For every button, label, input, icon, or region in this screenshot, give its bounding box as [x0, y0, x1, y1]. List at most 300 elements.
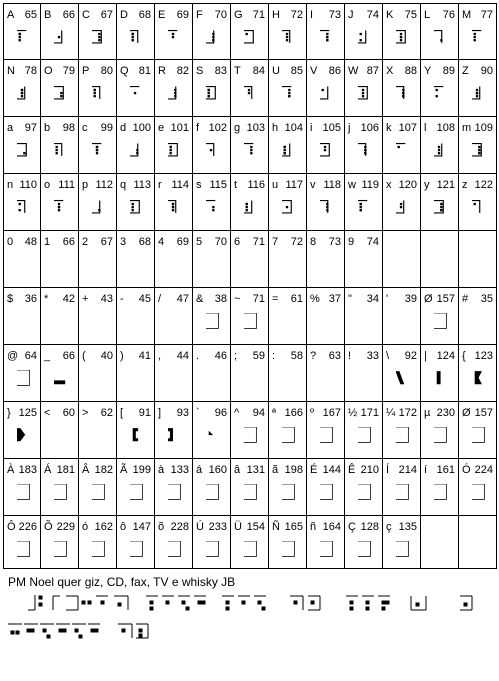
glyph-character: -	[120, 293, 124, 305]
glyph-cell	[79, 345, 117, 402]
glyph-code: 88	[404, 65, 417, 77]
glyph-cell	[79, 3, 117, 60]
glyph-code: 34	[366, 293, 379, 305]
glyph-cell	[41, 516, 79, 569]
glyph-preview-icon	[396, 199, 413, 216]
glyph-preview-icon	[17, 370, 34, 387]
character-map-grid	[3, 3, 497, 569]
glyph-code: 70	[214, 236, 227, 248]
glyph-character: u	[272, 179, 279, 191]
glyph-cell	[231, 117, 269, 174]
glyph-cell	[3, 174, 41, 231]
glyph-cell	[155, 174, 193, 231]
glyph-preview-icon	[472, 142, 489, 159]
glyph-code: 101	[170, 122, 189, 134]
glyph-cell	[117, 231, 155, 288]
glyph-character: C	[82, 9, 90, 21]
glyph-character: H	[272, 9, 280, 21]
glyph-cell	[3, 60, 41, 117]
glyph-cell	[345, 231, 383, 288]
glyph-code: 98	[62, 122, 75, 134]
glyph-preview-icon	[168, 85, 185, 102]
glyph-preview-icon	[358, 313, 375, 330]
glyph-character: O	[44, 65, 53, 77]
glyph-cell	[269, 516, 307, 569]
glyph-cell	[231, 345, 269, 402]
glyph-code: 229	[56, 521, 75, 533]
glyph-code: 39	[404, 293, 417, 305]
glyph-code: 157	[436, 293, 455, 305]
glyph-preview-icon	[17, 142, 34, 159]
glyph-character: Ú	[196, 521, 204, 533]
glyph-character: S	[196, 65, 204, 77]
glyph-preview-icon	[472, 199, 489, 216]
glyph-code: 62	[100, 407, 113, 419]
glyph-cell	[269, 3, 307, 60]
glyph-cell	[307, 174, 345, 231]
glyph-preview-icon	[54, 313, 71, 330]
glyph-character: â	[234, 464, 241, 476]
glyph-code: 76	[442, 9, 455, 21]
glyph-cell	[117, 459, 155, 516]
glyph-character: 0	[7, 236, 14, 248]
sample-glyph-line-2	[8, 621, 498, 641]
glyph-character: =	[272, 293, 279, 305]
glyph-cell	[117, 345, 155, 402]
glyph-cell	[79, 459, 117, 516]
glyph-cell	[307, 117, 345, 174]
glyph-code: 73	[328, 9, 341, 21]
glyph-preview-icon	[434, 142, 451, 159]
glyph-code: 70	[214, 9, 227, 21]
glyph-cell	[383, 402, 421, 459]
glyph-code: 115	[209, 179, 227, 191]
glyph-preview-icon	[168, 541, 185, 558]
glyph-code: 69	[176, 9, 189, 21]
glyph-character: I	[310, 9, 314, 21]
glyph-cell	[41, 174, 79, 231]
glyph-character: 2	[82, 236, 89, 248]
glyph-code: 33	[366, 350, 379, 362]
glyph-code: 228	[170, 521, 189, 533]
glyph-preview-icon	[130, 85, 147, 102]
glyph-cell	[3, 402, 41, 459]
glyph-cell	[307, 459, 345, 516]
glyph-preview-icon	[282, 256, 299, 273]
glyph-cell	[421, 402, 459, 459]
glyph-character: E	[158, 9, 166, 21]
glyph-preview-icon	[17, 427, 34, 444]
glyph-code: 102	[208, 122, 227, 134]
glyph-code: 43	[100, 293, 113, 305]
glyph-character: É	[310, 464, 318, 476]
glyph-cell	[193, 288, 231, 345]
glyph-character: }	[7, 407, 11, 419]
glyph-preview-icon	[17, 29, 34, 46]
glyph-code: 78	[24, 65, 37, 77]
glyph-character: "	[348, 293, 352, 305]
glyph-character: ñ	[310, 521, 317, 533]
glyph-code: 116	[247, 179, 265, 191]
glyph-cell	[307, 345, 345, 402]
glyph-character: Ø	[424, 293, 433, 305]
glyph-code: 124	[436, 350, 455, 362]
glyph-character: _	[44, 350, 51, 362]
glyph-character: `	[196, 407, 200, 419]
glyph-character: d	[120, 122, 127, 134]
glyph-character: n	[7, 179, 14, 191]
glyph-cell	[193, 516, 231, 569]
glyph-code: 36	[24, 293, 37, 305]
glyph-cell	[79, 231, 117, 288]
glyph-character: &	[196, 293, 204, 305]
glyph-cell	[383, 174, 421, 231]
glyph-character: Y	[424, 65, 432, 77]
glyph-character: 6	[234, 236, 241, 248]
glyph-preview-icon	[434, 313, 451, 330]
glyph-preview-icon	[282, 313, 299, 330]
glyph-character: V	[310, 65, 318, 77]
glyph-preview-icon	[54, 85, 71, 102]
glyph-character: K	[386, 9, 394, 21]
glyph-code: 117	[285, 179, 303, 191]
glyph-cell	[307, 231, 345, 288]
glyph-preview-icon	[206, 370, 223, 387]
glyph-preview-icon	[92, 313, 109, 330]
glyph-code: 125	[18, 407, 37, 419]
glyph-cell	[421, 288, 459, 345]
glyph-cell	[155, 288, 193, 345]
glyph-character: ã	[272, 464, 279, 476]
glyph-character: !	[348, 350, 352, 362]
glyph-cell	[421, 231, 459, 288]
glyph-cell	[79, 402, 117, 459]
glyph-cell	[3, 516, 41, 569]
glyph-code: 85	[290, 65, 303, 77]
glyph-character: Ã	[120, 464, 128, 476]
glyph-cell	[307, 402, 345, 459]
glyph-code: 135	[398, 521, 417, 533]
glyph-cell	[41, 345, 79, 402]
glyph-cell	[269, 459, 307, 516]
glyph-preview-icon	[168, 256, 185, 273]
glyph-cell	[345, 174, 383, 231]
glyph-code: 75	[404, 9, 417, 21]
glyph-preview-icon	[206, 541, 223, 558]
glyph-code: 165	[284, 521, 303, 533]
glyph-code: 77	[480, 9, 493, 21]
glyph-cell	[193, 231, 231, 288]
glyph-character: à	[158, 464, 165, 476]
glyph-preview-icon	[54, 427, 71, 444]
glyph-preview-icon	[434, 29, 451, 46]
glyph-preview-icon	[396, 313, 413, 330]
glyph-preview-icon	[206, 142, 223, 159]
glyph-code: 133	[170, 464, 189, 476]
glyph-preview-icon	[396, 484, 413, 501]
glyph-code: 230	[436, 407, 455, 419]
glyph-code: 59	[252, 350, 265, 362]
glyph-preview-icon	[92, 484, 109, 501]
glyph-preview-icon	[320, 256, 337, 273]
glyph-cell	[41, 231, 79, 288]
glyph-character: $	[7, 293, 14, 305]
glyph-character: z	[462, 179, 468, 191]
glyph-character: l	[424, 122, 427, 134]
glyph-cell	[117, 516, 155, 569]
glyph-code: 74	[366, 9, 379, 21]
glyph-preview-icon	[282, 85, 299, 102]
glyph-preview-icon	[244, 370, 261, 387]
glyph-character: F	[196, 9, 203, 21]
glyph-code: 91	[138, 407, 151, 419]
glyph-character: Q	[120, 65, 129, 77]
glyph-character: N	[7, 65, 15, 77]
glyph-cell	[231, 60, 269, 117]
glyph-code: 224	[474, 464, 493, 476]
glyph-code: 119	[361, 179, 379, 191]
glyph-preview-icon	[244, 427, 261, 444]
glyph-code: 97	[24, 122, 37, 134]
glyph-code: 47	[176, 293, 189, 305]
glyph-cell	[383, 3, 421, 60]
glyph-preview-icon	[472, 370, 489, 387]
glyph-code: 74	[366, 236, 379, 248]
glyph-preview-icon	[434, 85, 451, 102]
glyph-preview-icon	[282, 199, 299, 216]
glyph-cell	[269, 60, 307, 117]
glyph-code: 121	[436, 179, 455, 191]
glyph-code: 71	[252, 236, 265, 248]
glyph-cell	[3, 117, 41, 174]
glyph-code: 181	[56, 464, 75, 476]
glyph-character: Ç	[348, 521, 356, 533]
glyph-code: 103	[246, 122, 265, 134]
glyph-cell	[193, 3, 231, 60]
glyph-code: 67	[100, 9, 113, 21]
glyph-cell	[459, 231, 497, 288]
glyph-cell	[231, 516, 269, 569]
glyph-cell	[421, 3, 459, 60]
glyph-preview-icon	[130, 313, 147, 330]
glyph-preview-icon	[130, 370, 147, 387]
glyph-character: x	[386, 179, 392, 191]
glyph-preview-icon	[92, 370, 109, 387]
glyph-preview-icon	[168, 313, 185, 330]
glyph-character: 7	[272, 236, 279, 248]
glyph-cell	[117, 288, 155, 345]
glyph-preview-icon	[358, 484, 375, 501]
glyph-code: 214	[398, 464, 417, 476]
glyph-code: 61	[290, 293, 303, 305]
glyph-cell	[269, 174, 307, 231]
glyph-preview-icon	[206, 427, 223, 444]
glyph-code: 112	[95, 179, 113, 191]
glyph-code: 131	[246, 464, 265, 476]
glyph-code: 67	[100, 236, 113, 248]
glyph-preview-icon	[130, 427, 147, 444]
glyph-code: 66	[62, 350, 75, 362]
glyph-cell	[269, 402, 307, 459]
glyph-cell	[269, 288, 307, 345]
glyph-character: W	[348, 65, 359, 77]
glyph-character: L	[424, 9, 431, 21]
glyph-cell	[155, 3, 193, 60]
glyph-character: Ó	[462, 464, 471, 476]
glyph-code: 79	[62, 65, 75, 77]
glyph-cell	[3, 231, 41, 288]
glyph-cell	[3, 345, 41, 402]
glyph-cell	[345, 459, 383, 516]
glyph-cell	[269, 231, 307, 288]
glyph-cell	[421, 117, 459, 174]
glyph-preview-icon	[434, 427, 451, 444]
glyph-cell	[421, 516, 459, 569]
glyph-character: 9	[348, 236, 355, 248]
glyph-cell	[345, 345, 383, 402]
glyph-code: 172	[398, 407, 417, 419]
glyph-character: a	[7, 122, 14, 134]
glyph-preview-icon	[92, 199, 109, 216]
glyph-code: 37	[328, 293, 341, 305]
glyph-character: q	[120, 179, 127, 191]
glyph-preview-icon	[244, 484, 261, 501]
glyph-preview-icon	[434, 370, 451, 387]
glyph-cell	[459, 60, 497, 117]
glyph-character: w	[348, 179, 356, 191]
glyph-cell	[155, 60, 193, 117]
glyph-preview-icon	[244, 256, 261, 273]
glyph-code: 46	[214, 350, 227, 362]
glyph-code: 44	[176, 350, 189, 362]
glyph-code: 99	[100, 122, 113, 134]
glyph-character: ;	[234, 350, 238, 362]
glyph-character: Â	[82, 464, 90, 476]
glyph-character: Á	[44, 464, 52, 476]
glyph-preview-icon	[472, 29, 489, 46]
glyph-cell	[79, 288, 117, 345]
glyph-preview-icon	[92, 85, 109, 102]
glyph-cell	[155, 516, 193, 569]
glyph-preview-icon	[54, 142, 71, 159]
glyph-cell	[117, 117, 155, 174]
glyph-code: 162	[94, 521, 113, 533]
glyph-code: 105	[322, 122, 341, 134]
glyph-preview-icon	[244, 29, 261, 46]
glyph-preview-icon	[244, 85, 261, 102]
glyph-character: @	[7, 350, 19, 362]
glyph-preview-icon	[17, 199, 34, 216]
glyph-cell	[383, 117, 421, 174]
glyph-character: p	[82, 179, 89, 191]
glyph-code: 40	[100, 350, 113, 362]
glyph-character: /	[158, 293, 162, 305]
glyph-cell	[155, 402, 193, 459]
glyph-preview-icon	[92, 142, 109, 159]
glyph-cell	[383, 60, 421, 117]
glyph-cell	[117, 60, 155, 117]
glyph-code: 86	[328, 65, 341, 77]
glyph-preview-icon	[434, 484, 451, 501]
glyph-character: º	[310, 407, 315, 419]
glyph-preview-icon	[472, 313, 489, 330]
glyph-code: 48	[24, 236, 37, 248]
glyph-preview-icon	[320, 541, 337, 558]
glyph-cell	[383, 231, 421, 288]
sample-glyph-line-1-svg	[8, 593, 498, 613]
glyph-cell	[155, 231, 193, 288]
glyph-preview-icon	[92, 29, 109, 46]
glyph-code: 41	[138, 350, 151, 362]
glyph-preview-icon	[358, 427, 375, 444]
glyph-character: Õ	[44, 521, 53, 533]
glyph-preview-icon	[17, 541, 34, 558]
glyph-preview-icon	[54, 541, 71, 558]
glyph-code: 68	[138, 236, 151, 248]
glyph-character: o	[44, 179, 51, 191]
glyph-character: t	[234, 179, 238, 191]
glyph-preview-icon	[17, 484, 34, 501]
glyph-preview-icon	[472, 484, 489, 501]
glyph-preview-icon	[168, 427, 185, 444]
glyph-code: 90	[480, 65, 493, 77]
glyph-preview-icon	[54, 370, 71, 387]
glyph-character: ]	[158, 407, 162, 419]
glyph-code: 45	[138, 293, 151, 305]
glyph-code: 118	[323, 179, 341, 191]
glyph-cell	[41, 402, 79, 459]
glyph-character: [	[120, 407, 124, 419]
glyph-character: f	[196, 122, 200, 134]
glyph-preview-icon	[17, 85, 34, 102]
glyph-code: 66	[62, 236, 75, 248]
sample-glyph-line-2-svg	[8, 621, 498, 641]
glyph-cell	[79, 117, 117, 174]
glyph-cell	[459, 117, 497, 174]
glyph-cell	[41, 117, 79, 174]
glyph-code: 164	[322, 521, 341, 533]
glyph-cell	[459, 516, 497, 569]
glyph-code: 94	[252, 407, 265, 419]
glyph-cell	[307, 516, 345, 569]
glyph-code: 96	[214, 407, 227, 419]
glyph-code: 63	[328, 350, 341, 362]
glyph-character: %	[310, 293, 320, 305]
glyph-preview-icon	[244, 541, 261, 558]
glyph-cell	[193, 402, 231, 459]
glyph-code: 65	[24, 9, 37, 21]
glyph-code: 110	[19, 179, 37, 191]
glyph-character: ô	[120, 521, 127, 533]
glyph-character: y	[424, 179, 430, 191]
glyph-code: 171	[360, 407, 379, 419]
glyph-character: Ê	[348, 464, 356, 476]
glyph-character: ½	[348, 407, 358, 419]
glyph-code: 100	[132, 122, 151, 134]
glyph-preview-icon	[320, 427, 337, 444]
glyph-character: (	[82, 350, 86, 362]
glyph-character: r	[158, 179, 162, 191]
glyph-cell	[231, 459, 269, 516]
glyph-cell	[459, 174, 497, 231]
glyph-character: b	[44, 122, 51, 134]
glyph-code: 183	[18, 464, 37, 476]
glyph-character: \	[386, 350, 390, 362]
glyph-code: 154	[246, 521, 265, 533]
glyph-character: Ô	[7, 521, 16, 533]
glyph-character: X	[386, 65, 394, 77]
glyph-code: 167	[322, 407, 341, 419]
